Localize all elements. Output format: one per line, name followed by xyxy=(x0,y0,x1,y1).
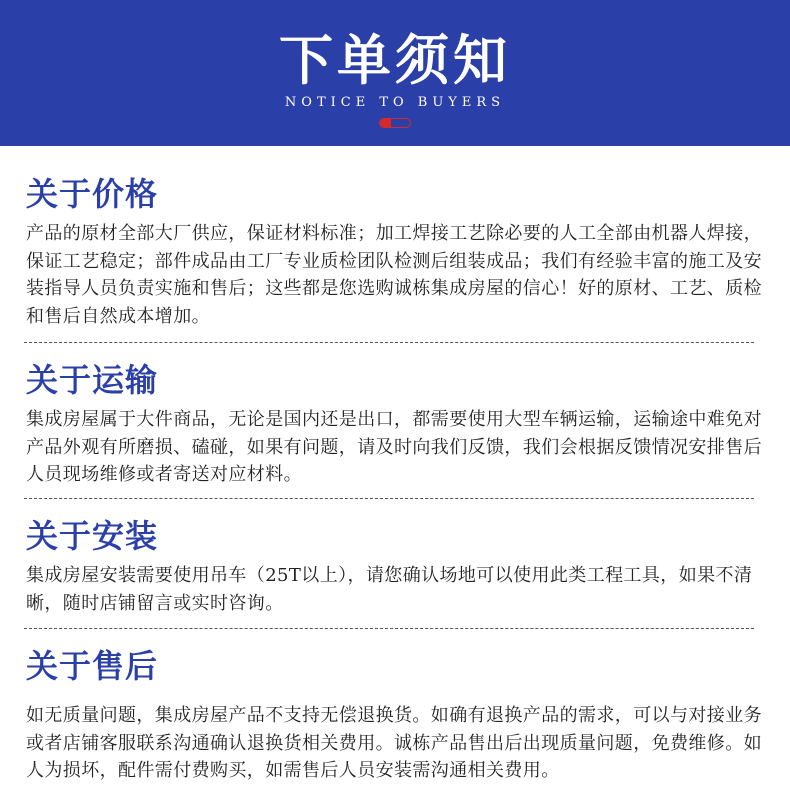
section-heading-after-sales: 关于售后 xyxy=(26,647,159,685)
section-heading-installation: 关于安装 xyxy=(26,517,159,555)
section-divider xyxy=(24,342,754,343)
banner-subtitle: NOTICE TO BUYERS xyxy=(284,95,506,110)
section-divider xyxy=(24,628,754,629)
banner-title: 下单须知 xyxy=(279,28,511,92)
section-installation xyxy=(26,516,766,617)
slide-indicator-icon xyxy=(379,118,411,128)
section-divider xyxy=(24,498,754,499)
section-price xyxy=(26,174,766,330)
section-shipping xyxy=(26,360,766,489)
section-heading-shipping: 关于运输 xyxy=(26,361,159,399)
notice-content xyxy=(0,146,790,803)
notice-banner xyxy=(0,0,790,146)
section-body-shipping: 集成房屋属于大件商品，无论是国内还是出口，都需要使用大型车辆运输，运输途中难免对产品外观有所磨损、磕碰，如果有问题，请及时向我们反馈，我们会根据反馈情况安排售后人员现场维修或者寄送对应材料。 xyxy=(26,409,762,485)
section-after-sales xyxy=(26,646,766,785)
slide-indicator-fill xyxy=(380,119,391,127)
section-heading-price: 关于价格 xyxy=(26,175,159,213)
section-body-price: 产品的原材全部大厂供应，保证材料标准；加工焊接工艺除必要的人工全部由机器人焊接，保证工艺稳定；部件成品由工厂专业质检团队检测后组装成品；我们有经验丰富的施工及安装指导人员负责实施和售后；这些都是您选购诚栋集成房屋的信心！好的原材、工艺、质检和售后自然成本增加。 xyxy=(26,223,762,327)
section-body-after-sales: 如无质量问题，集成房屋产品不支持无偿退换货。如确有退换产品的需求，可以与对接业务或者店铺客服联系沟通确认退换货相关费用。诚栋产品售出后出现质量问题，免费维修。如人为损坏，配件需付费购买，如需售后人员安装需沟通相关费用。 xyxy=(26,705,762,781)
section-body-installation: 集成房屋安装需要使用吊车（25T以上），请您确认场地可以使用此类工程工具，如果不清晰，随时店铺留言或实时咨询。 xyxy=(26,565,753,614)
